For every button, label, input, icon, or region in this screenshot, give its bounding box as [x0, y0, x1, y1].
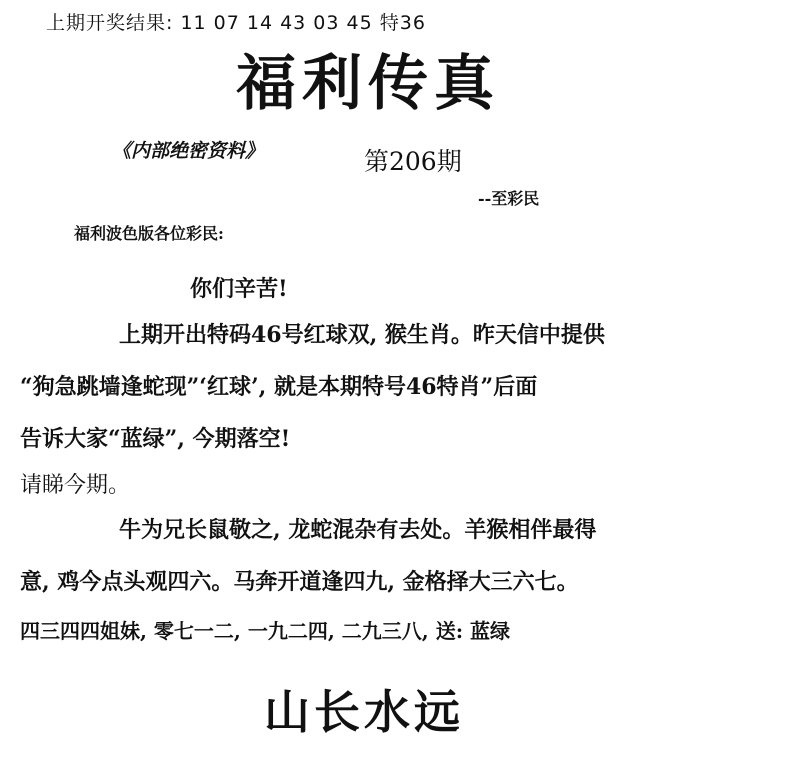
- classified-label: 《内部绝密资料》: [112, 140, 265, 162]
- last-draw-result: 上期开奖结果: 11 07 14 43 03 45 特36: [46, 12, 426, 34]
- page-title: 福利传真: [236, 49, 500, 119]
- letter-line-1: 上期开出特码46号红球双, 猴生肖。昨天信中提供: [119, 322, 605, 348]
- letter-line-3: 告诉大家“蓝绿”, 今期落空!: [20, 426, 291, 452]
- signer-line: --至彩民: [478, 189, 540, 208]
- salutation: 福利波色版各位彩民:: [74, 224, 224, 243]
- letter-line-2: “狗急跳墙逢蛇现”‘红球’, 就是本期特号46特肖”后面: [20, 374, 538, 400]
- greeting: 你们辛苦!: [190, 276, 288, 302]
- poem-line-2: 意, 鸡今点头观四六。马奔开道逢四九, 金格择大三六七。: [20, 569, 579, 595]
- issue-number: 第206期: [364, 147, 462, 176]
- closing-phrase: 山长水远: [264, 685, 464, 739]
- poem-line-3: 四三四四姐妹, 零七一二, 一九二四, 二九三八, 送: 蓝绿: [20, 619, 511, 643]
- poem-line-1: 牛为兄长鼠敬之, 龙蛇混杂有去处。羊猴相伴最得: [119, 517, 597, 543]
- letter-line-4: 请睇今期。: [20, 473, 131, 498]
